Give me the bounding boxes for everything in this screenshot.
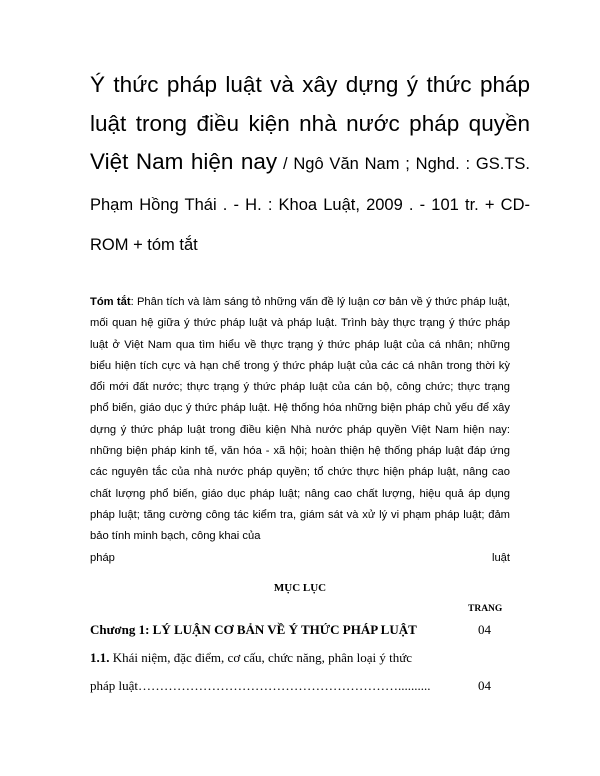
toc-entry-section-1-1[interactable] bbox=[90, 650, 510, 666]
toc-entry-chapter-1[interactable] bbox=[90, 622, 510, 638]
toc-entry-label: Chương 1: LÝ LUẬN CƠ BẢN VỀ Ý THỨC PHÁP LUẬT bbox=[90, 622, 417, 637]
toc-entry-page: 04 bbox=[478, 622, 491, 637]
abstract bbox=[90, 292, 510, 569]
abstract-text: : Phân tích và làm sáng tỏ những vấn đề lý luận cơ bản về ý thức pháp luật, mối quan hệ giữa ý thức pháp luật và pháp luật. Trình bày thực trạng ý thức pháp luật ở Việt Nam qua tìm hiểu về thực trạng ý thức pháp luật của cá nhân; những biểu hiện tích cực và hạn chế trong ý thức pháp luật của các cá nhân trong thời kỳ đổi mới đất nước; thực trạng ý thức pháp luật của cán bộ, công chức; thực trạng phổ biến, giáo dục ý thức pháp luật. Hệ thống hóa những biện pháp chủ yếu để xây dựng ý thức pháp luật trong điều kiện Nhà nước pháp quyền Việt Nam hiện nay: những biện pháp kinh tế, văn hóa - xã hội; hoàn thiện hệ thống pháp luật đáp ứng các nguyên tắc của nhà nước pháp quyền; tổ chức thực hiện pháp luật, nâng cao chất lượng phổ biến, giáo dục pháp luật; nâng cao chất lượng, hiệu quả áp dụng pháp luật; tăng cường công tác kiểm tra, giám sát và xử lý vi phạm pháp luật; đảm bảo tính minh bạch, công khai của bbox=[90, 296, 510, 543]
toc-heading: MỤC LỤC bbox=[273, 582, 327, 594]
toc-section-title-line1: Khái niệm, đặc điểm, cơ cấu, chức năng, phân loại ý thức bbox=[109, 650, 413, 665]
document-title: Ý thức pháp luật và xây dựng ý thức pháp luật trong điều kiện nhà nước pháp quyền Việt Nam hiện nay bbox=[90, 72, 530, 174]
abstract-last-line bbox=[90, 548, 510, 569]
abstract-label: Tóm tắt bbox=[90, 296, 131, 308]
bibliographic-info: / Ngô Văn Nam ; Nghd. : GS.TS. Phạm Hồng Thái . - H. : Khoa Luật, 2009 . - 101 tr. + CD-ROM + tóm tắt bbox=[90, 155, 530, 254]
toc-section-number: 1.1. bbox=[90, 650, 110, 665]
toc-page-column-header: TRANG bbox=[468, 604, 503, 614]
catalog-record bbox=[90, 66, 530, 265]
toc-dot-leader: …………………………………………………….......... bbox=[138, 678, 431, 693]
toc-entry-section-1-1-cont[interactable] bbox=[90, 678, 510, 694]
abstract-last-word-right: luật bbox=[491, 551, 510, 564]
toc-section-title-line2: pháp luật bbox=[90, 678, 139, 693]
toc-entry-page: 04 bbox=[478, 678, 491, 693]
abstract-last-word-left: pháp bbox=[90, 551, 115, 564]
